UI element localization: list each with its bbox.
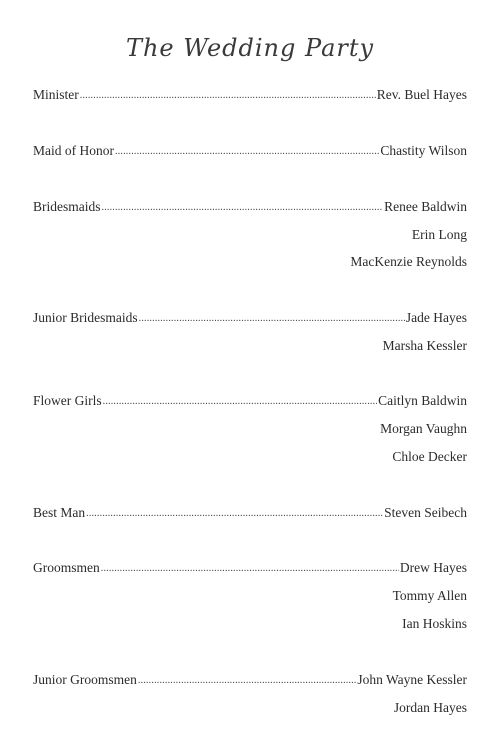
- role-label: Bridesmaids: [33, 199, 101, 214]
- party-member-name: Tommy Allen: [392, 588, 467, 603]
- role-label: Best Man: [33, 505, 86, 520]
- party-member-name: Marsha Kessler: [382, 338, 467, 353]
- party-member-name: Erin Long: [411, 227, 467, 242]
- role-label: Maid of Honor: [33, 143, 114, 158]
- party-member-name: Rev. Buel Hayes: [376, 87, 467, 102]
- role-label: Groomsmen: [33, 560, 100, 575]
- dot-leader: [115, 142, 379, 162]
- party-member-name: MacKenzie Reynolds: [350, 254, 467, 269]
- party-row-flower-girls: [33, 391, 467, 411]
- party-member-name: Ian Hoskins: [402, 616, 467, 631]
- dot-leader: [139, 309, 405, 329]
- party-member-name: John Wayne Kessler: [357, 672, 467, 687]
- party-member-name: Jordan Hayes: [393, 700, 467, 715]
- party-row-best-man: [33, 503, 467, 523]
- party-row-junior-bridesmaids: [33, 308, 467, 328]
- party-member-name: Renee Baldwin: [384, 199, 467, 214]
- page-title: The Wedding Party: [125, 34, 375, 62]
- role-label: Junior Bridesmaids: [33, 310, 138, 325]
- dot-leader: [103, 392, 378, 412]
- role-label: Flower Girls: [33, 393, 102, 408]
- role-label: Junior Groomsmen: [33, 672, 137, 687]
- party-member-name: Jade Hayes: [405, 310, 467, 325]
- party-row-minister: [33, 85, 467, 105]
- party-member-name: Morgan Vaughn: [380, 421, 467, 436]
- party-row-bridesmaids: [33, 197, 467, 217]
- party-member-name: Drew Hayes: [399, 560, 467, 575]
- party-member-name: Steven Seibech: [384, 505, 467, 520]
- dot-leader: [80, 86, 376, 106]
- party-row-maid-of-honor: [33, 141, 467, 161]
- dot-leader: [86, 504, 383, 524]
- dot-leader: [101, 559, 399, 579]
- party-member-name: Caitlyn Baldwin: [378, 393, 467, 408]
- party-member-name: Chloe Decker: [392, 449, 467, 464]
- party-member-name: Chastity Wilson: [380, 143, 467, 158]
- party-row-junior-groomsmen: [33, 670, 467, 690]
- dot-leader: [138, 671, 356, 691]
- role-label: Minister: [33, 87, 79, 102]
- party-row-groomsmen: [33, 558, 467, 578]
- dot-leader: [102, 198, 384, 218]
